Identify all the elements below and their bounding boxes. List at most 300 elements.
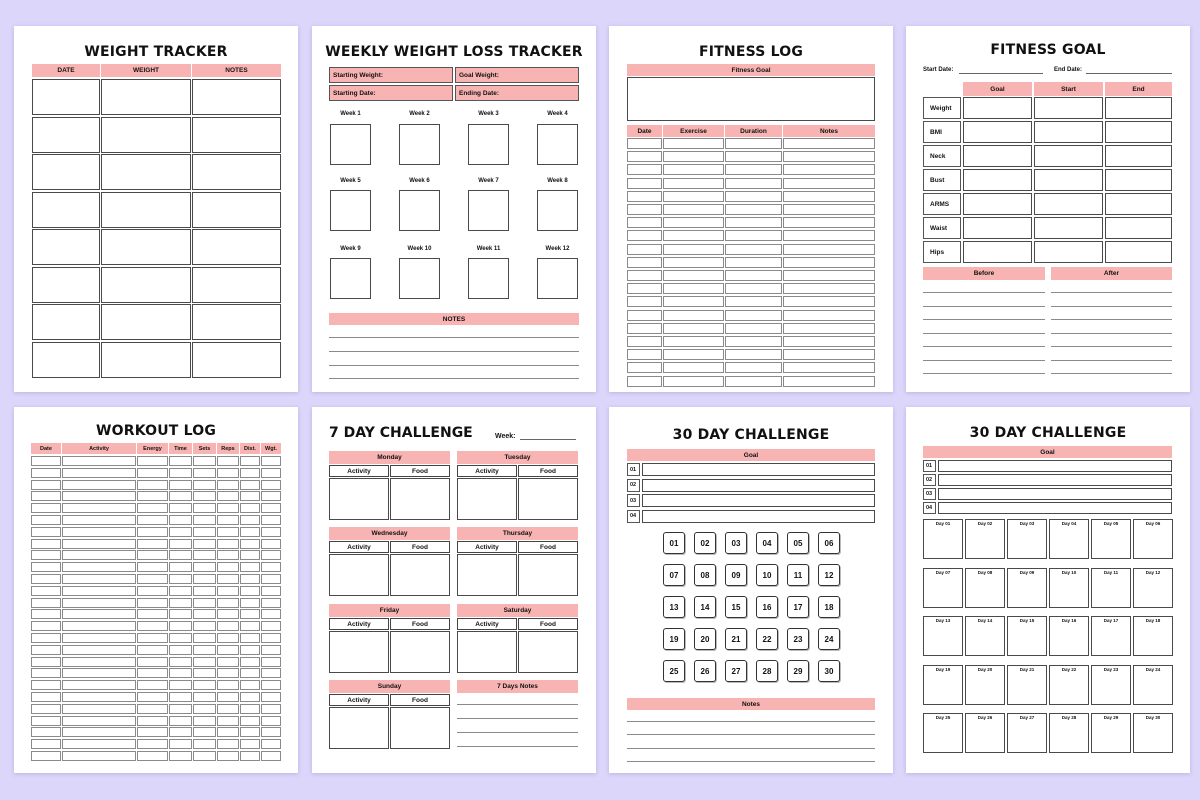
wl-cell[interactable] bbox=[240, 562, 260, 572]
wl-cell[interactable] bbox=[31, 456, 61, 466]
ta-note-line[interactable] bbox=[627, 734, 875, 735]
wt-cell[interactable] bbox=[192, 117, 281, 153]
wl-cell[interactable] bbox=[217, 491, 239, 501]
fg-cell[interactable] bbox=[1034, 121, 1103, 143]
after-line[interactable] bbox=[1051, 360, 1172, 361]
wl-cell[interactable] bbox=[261, 621, 281, 631]
ending-date-field[interactable]: Ending Date: bbox=[455, 85, 579, 101]
wl-cell[interactable] bbox=[137, 739, 168, 749]
fl-cell[interactable] bbox=[725, 362, 782, 373]
wl-cell[interactable] bbox=[240, 716, 260, 726]
wl-cell[interactable] bbox=[137, 480, 168, 490]
wl-cell[interactable] bbox=[240, 586, 260, 596]
wl-cell[interactable] bbox=[137, 668, 168, 678]
food-box[interactable] bbox=[518, 631, 578, 673]
fl-cell[interactable] bbox=[725, 257, 782, 268]
starting-date-field[interactable]: Starting Date: bbox=[329, 85, 453, 101]
wl-cell[interactable] bbox=[31, 680, 61, 690]
wl-cell[interactable] bbox=[261, 657, 281, 667]
fg-cell[interactable] bbox=[1105, 169, 1172, 191]
fg-cell[interactable] bbox=[963, 121, 1032, 143]
fl-cell[interactable] bbox=[725, 230, 782, 241]
wl-cell[interactable] bbox=[261, 598, 281, 608]
fl-cell[interactable] bbox=[663, 376, 724, 387]
wl-cell[interactable] bbox=[169, 586, 192, 596]
day-number-button[interactable]: 13 bbox=[663, 596, 685, 618]
wt-cell[interactable] bbox=[32, 117, 100, 153]
fl-cell[interactable] bbox=[725, 151, 782, 162]
wt-cell[interactable] bbox=[192, 79, 281, 115]
wl-cell[interactable] bbox=[31, 727, 61, 737]
day-number-button[interactable]: 17 bbox=[787, 596, 809, 618]
fl-cell[interactable] bbox=[627, 178, 662, 189]
goal-line-box[interactable] bbox=[938, 474, 1172, 486]
wl-cell[interactable] bbox=[137, 716, 168, 726]
wl-cell[interactable] bbox=[31, 692, 61, 702]
fl-cell[interactable] bbox=[627, 257, 662, 268]
activity-box[interactable] bbox=[457, 631, 517, 673]
fl-cell[interactable] bbox=[663, 217, 724, 228]
wl-cell[interactable] bbox=[217, 680, 239, 690]
wl-cell[interactable] bbox=[261, 727, 281, 737]
after-line[interactable] bbox=[1051, 306, 1172, 307]
wl-cell[interactable] bbox=[137, 609, 168, 619]
wl-cell[interactable] bbox=[62, 527, 136, 537]
fl-cell[interactable] bbox=[663, 349, 724, 360]
before-line[interactable] bbox=[923, 292, 1045, 293]
wt-cell[interactable] bbox=[32, 192, 100, 228]
fl-cell[interactable] bbox=[627, 376, 662, 387]
wl-cell[interactable] bbox=[169, 704, 192, 714]
wl-cell[interactable] bbox=[217, 704, 239, 714]
day-number-button[interactable]: 19 bbox=[663, 628, 685, 650]
wl-cell[interactable] bbox=[240, 574, 260, 584]
fl-cell[interactable] bbox=[663, 283, 724, 294]
wl-cell[interactable] bbox=[261, 633, 281, 643]
wl-cell[interactable] bbox=[62, 539, 136, 549]
wl-cell[interactable] bbox=[62, 751, 136, 761]
wl-cell[interactable] bbox=[169, 716, 192, 726]
goal-weight-field[interactable]: Goal Weight: bbox=[455, 67, 579, 83]
wl-cell[interactable] bbox=[31, 704, 61, 714]
before-line[interactable] bbox=[923, 360, 1045, 361]
wl-cell[interactable] bbox=[169, 680, 192, 690]
fl-cell[interactable] bbox=[627, 230, 662, 241]
wl-cell[interactable] bbox=[193, 621, 216, 631]
fg-cell[interactable] bbox=[1034, 169, 1103, 191]
wl-cell[interactable] bbox=[62, 480, 136, 490]
wl-cell[interactable] bbox=[193, 657, 216, 667]
wl-cell[interactable] bbox=[169, 739, 192, 749]
day-number-button[interactable]: 28 bbox=[756, 660, 778, 682]
activity-box[interactable] bbox=[329, 631, 389, 673]
wl-cell[interactable] bbox=[261, 586, 281, 596]
wt-cell[interactable] bbox=[101, 229, 191, 265]
wl-cell[interactable] bbox=[169, 480, 192, 490]
wl-cell[interactable] bbox=[240, 609, 260, 619]
food-box[interactable] bbox=[390, 631, 450, 673]
fl-cell[interactable] bbox=[725, 336, 782, 347]
wl-cell[interactable] bbox=[31, 468, 61, 478]
goal-line-box[interactable] bbox=[642, 510, 875, 523]
fl-cell[interactable] bbox=[783, 362, 875, 373]
wl-cell[interactable] bbox=[193, 456, 216, 466]
wl-cell[interactable] bbox=[31, 657, 61, 667]
wl-cell[interactable] bbox=[137, 621, 168, 631]
fl-cell[interactable] bbox=[627, 217, 662, 228]
wl-cell[interactable] bbox=[261, 503, 281, 513]
day-number-button[interactable]: 04 bbox=[756, 532, 778, 554]
wl-cell[interactable] bbox=[217, 539, 239, 549]
wl-cell[interactable] bbox=[137, 727, 168, 737]
fg-cell[interactable] bbox=[1105, 97, 1172, 119]
week-box[interactable] bbox=[537, 190, 578, 231]
day-number-button[interactable]: 12 bbox=[818, 564, 840, 586]
wl-cell[interactable] bbox=[31, 751, 61, 761]
fl-cell[interactable] bbox=[663, 138, 724, 149]
fl-cell[interactable] bbox=[627, 164, 662, 175]
wl-cell[interactable] bbox=[31, 539, 61, 549]
wl-cell[interactable] bbox=[261, 456, 281, 466]
fl-cell[interactable] bbox=[627, 244, 662, 255]
wl-cell[interactable] bbox=[169, 527, 192, 537]
wl-cell[interactable] bbox=[62, 503, 136, 513]
fl-cell[interactable] bbox=[627, 283, 662, 294]
day-number-button[interactable]: 21 bbox=[725, 628, 747, 650]
after-line[interactable] bbox=[1051, 319, 1172, 320]
wl-cell[interactable] bbox=[217, 716, 239, 726]
fl-cell[interactable] bbox=[783, 191, 875, 202]
wl-cell[interactable] bbox=[137, 550, 168, 560]
wl-cell[interactable] bbox=[137, 503, 168, 513]
wl-cell[interactable] bbox=[240, 550, 260, 560]
starting-weight-field[interactable]: Starting Weight: bbox=[329, 67, 453, 83]
fg-cell[interactable] bbox=[963, 169, 1032, 191]
fl-cell[interactable] bbox=[663, 230, 724, 241]
fl-cell[interactable] bbox=[725, 310, 782, 321]
wt-cell[interactable] bbox=[192, 154, 281, 190]
wl-cell[interactable] bbox=[62, 550, 136, 560]
wt-cell[interactable] bbox=[101, 117, 191, 153]
wl-cell[interactable] bbox=[169, 562, 192, 572]
fl-cell[interactable] bbox=[725, 217, 782, 228]
ta-note-line[interactable] bbox=[627, 748, 875, 749]
fg-cell[interactable] bbox=[1105, 217, 1172, 239]
week-box[interactable] bbox=[468, 258, 509, 299]
wl-cell[interactable] bbox=[62, 716, 136, 726]
day-number-button[interactable]: 14 bbox=[694, 596, 716, 618]
fl-cell[interactable] bbox=[627, 270, 662, 281]
wl-cell[interactable] bbox=[240, 668, 260, 678]
wl-cell[interactable] bbox=[62, 645, 136, 655]
wl-cell[interactable] bbox=[31, 550, 61, 560]
after-line[interactable] bbox=[1051, 333, 1172, 334]
wl-cell[interactable] bbox=[62, 586, 136, 596]
after-line[interactable] bbox=[1051, 292, 1172, 293]
wl-cell[interactable] bbox=[137, 680, 168, 690]
wl-cell[interactable] bbox=[193, 586, 216, 596]
fg-cell[interactable] bbox=[1034, 193, 1103, 215]
sd-note-line[interactable] bbox=[457, 704, 578, 705]
wl-cell[interactable] bbox=[62, 680, 136, 690]
fl-cell[interactable] bbox=[627, 349, 662, 360]
goal-line-box[interactable] bbox=[938, 502, 1172, 514]
week-line[interactable] bbox=[520, 439, 576, 440]
wl-cell[interactable] bbox=[31, 562, 61, 572]
wl-cell[interactable] bbox=[31, 503, 61, 513]
wl-cell[interactable] bbox=[137, 598, 168, 608]
wl-cell[interactable] bbox=[169, 550, 192, 560]
fl-cell[interactable] bbox=[783, 270, 875, 281]
wl-cell[interactable] bbox=[193, 739, 216, 749]
wl-cell[interactable] bbox=[169, 515, 192, 525]
fg-cell[interactable] bbox=[1034, 241, 1103, 263]
day-number-button[interactable]: 03 bbox=[725, 532, 747, 554]
wl-cell[interactable] bbox=[169, 633, 192, 643]
fl-cell[interactable] bbox=[627, 323, 662, 334]
wl-cell[interactable] bbox=[217, 668, 239, 678]
wl-cell[interactable] bbox=[217, 609, 239, 619]
day-number-button[interactable]: 20 bbox=[694, 628, 716, 650]
fl-cell[interactable] bbox=[783, 349, 875, 360]
before-line[interactable] bbox=[923, 319, 1045, 320]
day-number-button[interactable]: 09 bbox=[725, 564, 747, 586]
day-number-button[interactable]: 05 bbox=[787, 532, 809, 554]
wl-cell[interactable] bbox=[240, 633, 260, 643]
day-number-button[interactable]: 08 bbox=[694, 564, 716, 586]
fg-cell[interactable] bbox=[963, 97, 1032, 119]
wl-cell[interactable] bbox=[31, 645, 61, 655]
wl-cell[interactable] bbox=[193, 503, 216, 513]
wl-cell[interactable] bbox=[261, 692, 281, 702]
fg-cell[interactable] bbox=[963, 217, 1032, 239]
before-line[interactable] bbox=[923, 306, 1045, 307]
wl-cell[interactable] bbox=[62, 657, 136, 667]
fl-cell[interactable] bbox=[725, 376, 782, 387]
fg-cell[interactable] bbox=[1105, 121, 1172, 143]
fl-cell[interactable] bbox=[725, 244, 782, 255]
fl-cell[interactable] bbox=[725, 283, 782, 294]
wl-cell[interactable] bbox=[169, 503, 192, 513]
wl-cell[interactable] bbox=[62, 704, 136, 714]
fl-cell[interactable] bbox=[627, 296, 662, 307]
wl-cell[interactable] bbox=[137, 527, 168, 537]
before-line[interactable] bbox=[923, 373, 1045, 374]
wl-cell[interactable] bbox=[137, 515, 168, 525]
wl-cell[interactable] bbox=[217, 468, 239, 478]
fl-cell[interactable] bbox=[663, 164, 724, 175]
wl-cell[interactable] bbox=[261, 716, 281, 726]
wl-cell[interactable] bbox=[193, 716, 216, 726]
wl-cell[interactable] bbox=[137, 468, 168, 478]
start-date-line[interactable] bbox=[959, 73, 1043, 74]
activity-box[interactable] bbox=[329, 554, 389, 596]
wl-cell[interactable] bbox=[193, 480, 216, 490]
wwl-note-line[interactable] bbox=[329, 337, 579, 338]
day-number-button[interactable]: 15 bbox=[725, 596, 747, 618]
wl-cell[interactable] bbox=[137, 704, 168, 714]
wl-cell[interactable] bbox=[193, 550, 216, 560]
wl-cell[interactable] bbox=[31, 668, 61, 678]
fl-cell[interactable] bbox=[663, 204, 724, 215]
wl-cell[interactable] bbox=[31, 609, 61, 619]
wl-cell[interactable] bbox=[193, 680, 216, 690]
wl-cell[interactable] bbox=[62, 727, 136, 737]
goal-line-box[interactable] bbox=[938, 460, 1172, 472]
goal-line-box[interactable] bbox=[642, 494, 875, 507]
wl-cell[interactable] bbox=[31, 515, 61, 525]
fg-cell[interactable] bbox=[1105, 193, 1172, 215]
fl-cell[interactable] bbox=[627, 310, 662, 321]
fl-cell[interactable] bbox=[725, 178, 782, 189]
wl-cell[interactable] bbox=[217, 633, 239, 643]
wl-cell[interactable] bbox=[193, 539, 216, 549]
wl-cell[interactable] bbox=[62, 491, 136, 501]
wl-cell[interactable] bbox=[240, 621, 260, 631]
wl-cell[interactable] bbox=[137, 574, 168, 584]
week-box[interactable] bbox=[537, 258, 578, 299]
wl-cell[interactable] bbox=[193, 645, 216, 655]
wl-cell[interactable] bbox=[169, 751, 192, 761]
wl-cell[interactable] bbox=[261, 751, 281, 761]
wl-cell[interactable] bbox=[62, 633, 136, 643]
wl-cell[interactable] bbox=[240, 739, 260, 749]
fl-cell[interactable] bbox=[783, 323, 875, 334]
wl-cell[interactable] bbox=[193, 668, 216, 678]
wl-cell[interactable] bbox=[240, 468, 260, 478]
fl-cell[interactable] bbox=[663, 362, 724, 373]
fg-cell[interactable] bbox=[1034, 217, 1103, 239]
wl-cell[interactable] bbox=[240, 692, 260, 702]
wl-cell[interactable] bbox=[193, 515, 216, 525]
wl-cell[interactable] bbox=[137, 692, 168, 702]
day-number-button[interactable]: 23 bbox=[787, 628, 809, 650]
wl-cell[interactable] bbox=[261, 704, 281, 714]
wl-cell[interactable] bbox=[240, 480, 260, 490]
wl-cell[interactable] bbox=[261, 550, 281, 560]
wl-cell[interactable] bbox=[137, 539, 168, 549]
fl-cell[interactable] bbox=[725, 191, 782, 202]
wl-cell[interactable] bbox=[62, 668, 136, 678]
wl-cell[interactable] bbox=[261, 527, 281, 537]
fl-cell[interactable] bbox=[627, 138, 662, 149]
week-box[interactable] bbox=[468, 124, 509, 165]
wwl-note-line[interactable] bbox=[329, 378, 579, 379]
day-number-button[interactable]: 30 bbox=[818, 660, 840, 682]
food-box[interactable] bbox=[518, 554, 578, 596]
wl-cell[interactable] bbox=[31, 621, 61, 631]
wl-cell[interactable] bbox=[31, 598, 61, 608]
wl-cell[interactable] bbox=[31, 586, 61, 596]
day-number-button[interactable]: 25 bbox=[663, 660, 685, 682]
wt-cell[interactable] bbox=[101, 192, 191, 228]
activity-box[interactable] bbox=[329, 707, 389, 749]
activity-box[interactable] bbox=[457, 554, 517, 596]
fg-cell[interactable] bbox=[1105, 145, 1172, 167]
fl-cell[interactable] bbox=[725, 138, 782, 149]
day-number-button[interactable]: 06 bbox=[818, 532, 840, 554]
fl-cell[interactable] bbox=[783, 204, 875, 215]
wt-cell[interactable] bbox=[32, 79, 100, 115]
wl-cell[interactable] bbox=[169, 657, 192, 667]
fl-cell[interactable] bbox=[783, 217, 875, 228]
fl-cell[interactable] bbox=[725, 164, 782, 175]
fl-cell[interactable] bbox=[663, 310, 724, 321]
wl-cell[interactable] bbox=[193, 692, 216, 702]
wl-cell[interactable] bbox=[62, 692, 136, 702]
wl-cell[interactable] bbox=[261, 468, 281, 478]
wt-cell[interactable] bbox=[192, 342, 281, 378]
wl-cell[interactable] bbox=[62, 739, 136, 749]
week-box[interactable] bbox=[399, 190, 440, 231]
fl-cell[interactable] bbox=[663, 257, 724, 268]
week-box[interactable] bbox=[537, 124, 578, 165]
goal-line-box[interactable] bbox=[642, 479, 875, 492]
wl-cell[interactable] bbox=[62, 515, 136, 525]
wl-cell[interactable] bbox=[137, 645, 168, 655]
wl-cell[interactable] bbox=[137, 456, 168, 466]
fl-cell[interactable] bbox=[663, 151, 724, 162]
wl-cell[interactable] bbox=[31, 739, 61, 749]
fl-cell[interactable] bbox=[663, 244, 724, 255]
after-line[interactable] bbox=[1051, 373, 1172, 374]
fl-cell[interactable] bbox=[783, 230, 875, 241]
wwl-note-line[interactable] bbox=[329, 365, 579, 366]
wl-cell[interactable] bbox=[193, 527, 216, 537]
activity-box[interactable] bbox=[329, 478, 389, 520]
wl-cell[interactable] bbox=[169, 456, 192, 466]
week-box[interactable] bbox=[330, 190, 371, 231]
wt-cell[interactable] bbox=[32, 267, 100, 303]
fl-cell[interactable] bbox=[783, 151, 875, 162]
wl-cell[interactable] bbox=[217, 751, 239, 761]
fl-cell[interactable] bbox=[783, 138, 875, 149]
wl-cell[interactable] bbox=[261, 562, 281, 572]
fl-cell[interactable] bbox=[783, 178, 875, 189]
wl-cell[interactable] bbox=[240, 527, 260, 537]
wl-cell[interactable] bbox=[217, 527, 239, 537]
wl-cell[interactable] bbox=[31, 633, 61, 643]
wl-cell[interactable] bbox=[193, 751, 216, 761]
wl-cell[interactable] bbox=[261, 574, 281, 584]
wl-cell[interactable] bbox=[217, 645, 239, 655]
week-box[interactable] bbox=[330, 124, 371, 165]
wt-cell[interactable] bbox=[32, 229, 100, 265]
wt-cell[interactable] bbox=[192, 229, 281, 265]
wl-cell[interactable] bbox=[217, 692, 239, 702]
wl-cell[interactable] bbox=[217, 515, 239, 525]
wl-cell[interactable] bbox=[261, 491, 281, 501]
wl-cell[interactable] bbox=[261, 480, 281, 490]
day-number-button[interactable]: 16 bbox=[756, 596, 778, 618]
wl-cell[interactable] bbox=[62, 456, 136, 466]
wl-cell[interactable] bbox=[217, 480, 239, 490]
wl-cell[interactable] bbox=[169, 491, 192, 501]
fl-cell[interactable] bbox=[663, 336, 724, 347]
fl-cell[interactable] bbox=[783, 244, 875, 255]
fl-cell[interactable] bbox=[783, 283, 875, 294]
wl-cell[interactable] bbox=[169, 668, 192, 678]
fg-cell[interactable] bbox=[963, 145, 1032, 167]
fl-cell[interactable] bbox=[725, 270, 782, 281]
wl-cell[interactable] bbox=[193, 574, 216, 584]
wl-cell[interactable] bbox=[193, 491, 216, 501]
wl-cell[interactable] bbox=[261, 668, 281, 678]
wl-cell[interactable] bbox=[169, 539, 192, 549]
fl-cell[interactable] bbox=[663, 270, 724, 281]
fg-cell[interactable] bbox=[963, 241, 1032, 263]
wl-cell[interactable] bbox=[31, 716, 61, 726]
